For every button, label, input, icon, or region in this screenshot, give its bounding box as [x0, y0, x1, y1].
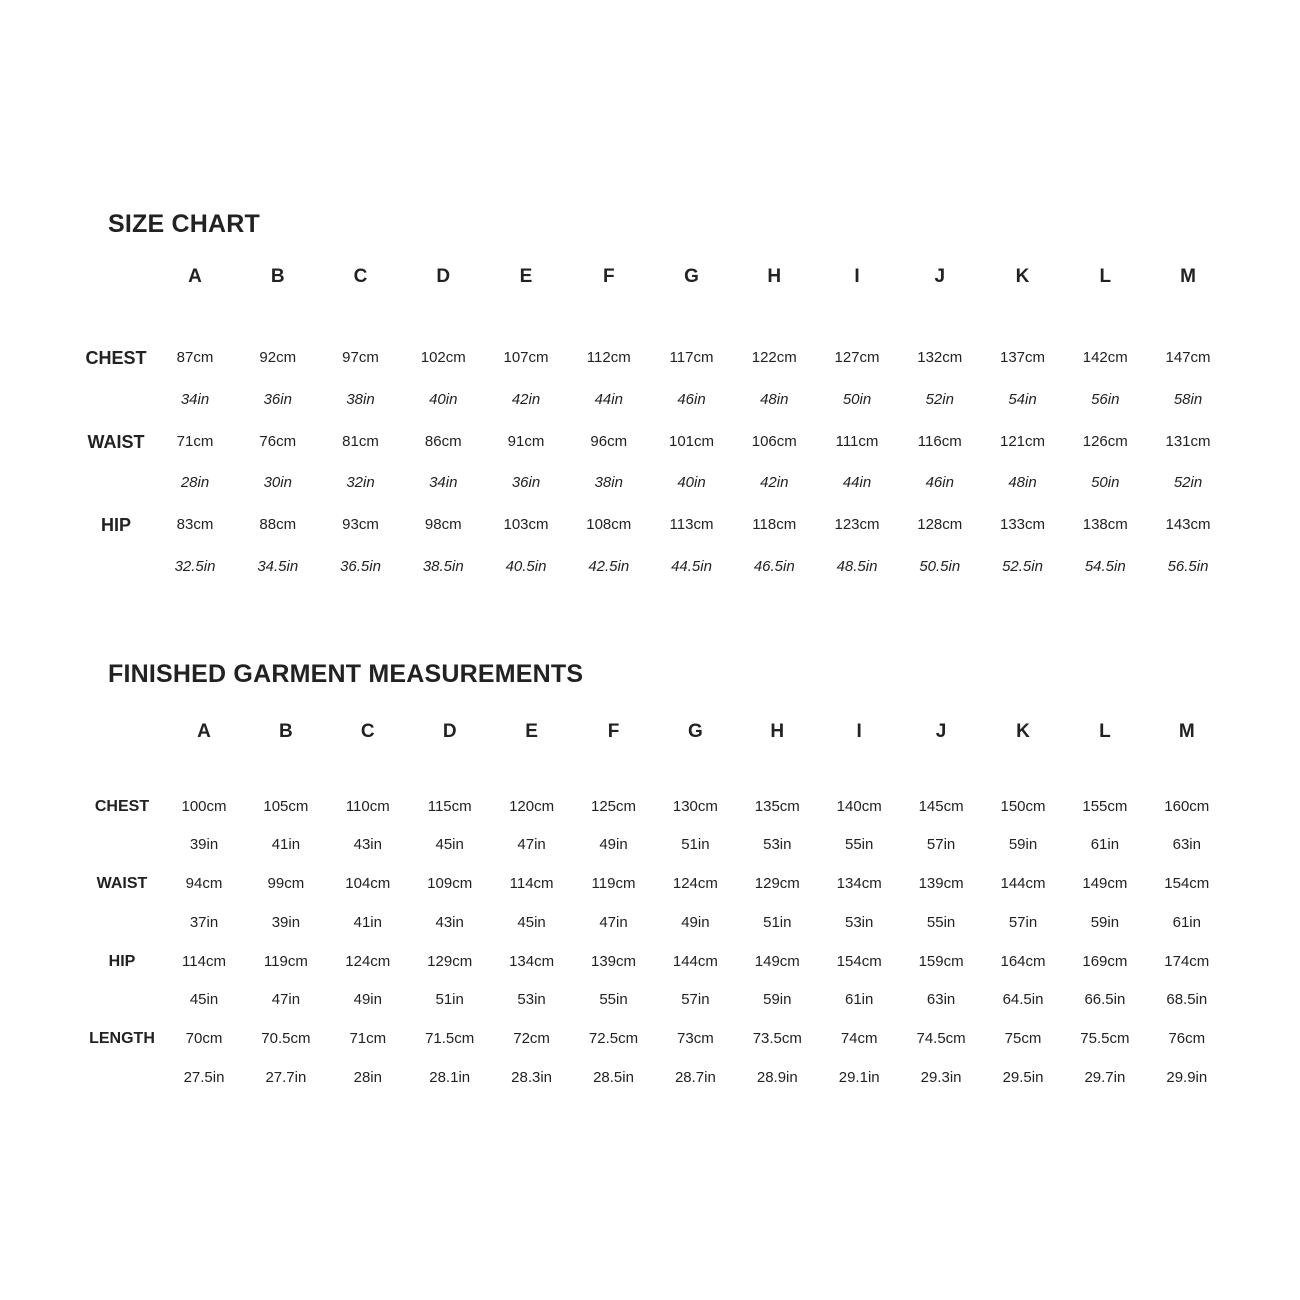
- cm-value: 75.5cm: [1080, 1030, 1130, 1047]
- inch-value: 30in: [263, 474, 292, 491]
- size-header: D: [442, 721, 457, 742]
- cm-value: 138cm: [1082, 516, 1128, 533]
- row-label-hip: HIP: [100, 515, 131, 535]
- cm-value: 111cm: [835, 433, 879, 450]
- cm-value: 133cm: [999, 516, 1046, 533]
- cm-value: 123cm: [834, 516, 880, 533]
- inch-value: 57in: [926, 836, 956, 853]
- inch-value: 45in: [435, 836, 464, 853]
- inch-value: 52.5in: [1002, 558, 1043, 575]
- cm-value: 142cm: [1082, 349, 1128, 366]
- cm-value: 144cm: [1000, 875, 1046, 892]
- cm-value: 120cm: [509, 798, 555, 815]
- cm-value: 134cm: [836, 875, 882, 892]
- size-header: B: [270, 266, 285, 287]
- inch-value: 34.5in: [257, 558, 299, 575]
- inch-value: 27.7in: [265, 1069, 307, 1086]
- inch-value: 55in: [926, 914, 956, 931]
- row-label-hip: HIP: [108, 953, 136, 970]
- cm-value: 106cm: [751, 433, 797, 450]
- cm-value: 91cm: [507, 433, 545, 450]
- cm-value: 143cm: [1165, 516, 1211, 533]
- inch-value: 34in: [429, 474, 458, 491]
- cm-value: 71cm: [349, 1030, 387, 1047]
- size-header: H: [770, 721, 785, 742]
- cm-value: 92cm: [259, 349, 297, 366]
- inch-value: 29.5in: [1002, 1069, 1044, 1086]
- inch-value: 58in: [1173, 391, 1203, 408]
- inch-value: 27.5in: [183, 1069, 225, 1086]
- size-header: L: [1099, 721, 1111, 742]
- size-header: C: [353, 266, 368, 287]
- inch-value: 28.7in: [674, 1069, 716, 1086]
- cm-value: 114cm: [182, 953, 226, 970]
- cm-value: 132cm: [917, 349, 963, 366]
- inch-value: 53in: [763, 836, 792, 853]
- size-header: M: [1180, 266, 1196, 287]
- cm-value: 128cm: [917, 516, 963, 533]
- inch-value: 38in: [594, 474, 623, 491]
- inch-value: 61in: [1090, 836, 1120, 853]
- cm-value: 113cm: [669, 516, 714, 533]
- inch-value: 59in: [1090, 914, 1120, 931]
- inch-value: 51in: [681, 836, 710, 853]
- cm-value: 139cm: [590, 953, 637, 970]
- cm-value: 73.5cm: [752, 1030, 802, 1047]
- inch-value: 54.5in: [1084, 558, 1126, 575]
- size-header: A: [188, 266, 202, 287]
- row-label-length: LENGTH: [89, 1030, 155, 1047]
- inch-value: 32in: [346, 474, 375, 491]
- cm-value: 99cm: [267, 875, 305, 892]
- cm-value: 98cm: [424, 516, 462, 533]
- cm-value: 155cm: [1082, 798, 1128, 815]
- inch-value: 54in: [1008, 391, 1037, 408]
- inch-value: 38.5in: [422, 558, 464, 575]
- inch-value: 45in: [517, 914, 546, 931]
- cm-value: 81cm: [342, 433, 379, 450]
- row-label-waist: WAIST: [96, 875, 148, 892]
- cm-value: 129cm: [754, 875, 800, 892]
- inch-value: 40in: [429, 391, 458, 408]
- cm-value: 159cm: [918, 953, 964, 970]
- cm-value: 154cm: [1164, 875, 1210, 892]
- cm-value: 154cm: [836, 953, 882, 970]
- cm-value: 110cm: [345, 798, 390, 815]
- size-chart-title: SIZE CHART: [108, 210, 260, 238]
- inch-value: 56in: [1091, 391, 1120, 408]
- cm-value: 107cm: [503, 349, 549, 366]
- inch-value: 63in: [1172, 836, 1201, 853]
- size-header: B: [279, 721, 293, 742]
- cm-value: 93cm: [342, 516, 379, 533]
- cm-value: 125cm: [590, 798, 637, 815]
- cm-value: 70cm: [185, 1030, 223, 1047]
- inch-value: 47in: [271, 991, 301, 1008]
- inch-value: 28in: [353, 1069, 382, 1086]
- inch-value: 36in: [263, 391, 292, 408]
- size-header: J: [935, 721, 947, 742]
- cm-value: 103cm: [503, 516, 549, 533]
- inch-value: 44in: [842, 474, 872, 491]
- cm-value: 139cm: [918, 875, 964, 892]
- cm-value: 100cm: [181, 798, 227, 815]
- cm-value: 112cm: [586, 349, 631, 366]
- cm-value: 164cm: [1000, 953, 1046, 970]
- cm-value: 144cm: [672, 953, 718, 970]
- cm-value: 116cm: [917, 433, 962, 450]
- cm-value: 137cm: [999, 349, 1046, 366]
- cm-value: 126cm: [1082, 433, 1128, 450]
- cm-value: 117cm: [669, 349, 714, 366]
- cm-value: 129cm: [427, 953, 473, 970]
- cm-value: 119cm: [591, 875, 636, 892]
- inch-value: 41in: [353, 914, 382, 931]
- inch-value: 59in: [1008, 836, 1038, 853]
- cm-value: 114cm: [509, 875, 554, 892]
- inch-value: 41in: [271, 836, 301, 853]
- cm-value: 149cm: [754, 953, 800, 970]
- inch-value: 47in: [599, 914, 628, 931]
- size-header: I: [856, 721, 862, 742]
- cm-value: 108cm: [586, 516, 632, 533]
- cm-value: 83cm: [176, 516, 214, 533]
- cm-value: 72.5cm: [588, 1030, 639, 1047]
- row-label-chest: CHEST: [94, 798, 150, 815]
- inch-value: 44in: [594, 391, 623, 408]
- inch-value: 44.5in: [671, 558, 712, 575]
- cm-value: 131cm: [1165, 433, 1211, 450]
- inch-value: 28.5in: [593, 1069, 634, 1086]
- size-header: A: [197, 721, 211, 742]
- inch-value: 34in: [180, 391, 210, 408]
- inch-value: 39in: [189, 836, 219, 853]
- inch-value: 42in: [760, 474, 789, 491]
- cm-value: 147cm: [1165, 349, 1211, 366]
- cm-value: 135cm: [754, 798, 800, 815]
- inch-value: 59in: [763, 991, 792, 1008]
- finished-garment-title: FINISHED GARMENT MEASUREMENTS: [108, 660, 584, 688]
- inch-value: 50in: [842, 391, 872, 408]
- inch-value: 45in: [189, 991, 219, 1008]
- inch-value: 36in: [511, 474, 541, 491]
- cm-value: 115cm: [427, 798, 472, 815]
- cm-value: 73cm: [677, 1030, 714, 1047]
- cm-value: 121cm: [999, 433, 1046, 450]
- inch-value: 29.3in: [920, 1069, 962, 1086]
- cm-value: 119cm: [263, 953, 308, 970]
- inch-value: 57in: [1008, 914, 1038, 931]
- size-header: I: [854, 266, 860, 287]
- inch-value: 48in: [760, 391, 789, 408]
- cm-value: 74.5cm: [916, 1030, 966, 1047]
- cm-value: 72cm: [513, 1030, 550, 1047]
- inch-value: 40in: [677, 474, 706, 491]
- inch-value: 50in: [1091, 474, 1120, 491]
- inch-value: 42in: [511, 391, 541, 408]
- cm-value: 94cm: [185, 875, 223, 892]
- inch-value: 46in: [925, 474, 954, 491]
- cm-value: 71.5cm: [425, 1030, 475, 1047]
- cm-value: 145cm: [918, 798, 964, 815]
- size-header: F: [607, 721, 620, 742]
- inch-value: 37in: [189, 914, 219, 931]
- size-header: G: [684, 266, 699, 287]
- cm-value: 74cm: [840, 1030, 878, 1047]
- cm-value: 76cm: [259, 433, 297, 450]
- inch-value: 29.9in: [1166, 1069, 1208, 1086]
- cm-value: 101cm: [668, 433, 715, 450]
- size-header: E: [519, 266, 533, 287]
- row-label-chest: CHEST: [85, 348, 147, 368]
- cm-value: 122cm: [751, 349, 797, 366]
- cm-value: 140cm: [836, 798, 882, 815]
- inch-value: 40.5in: [505, 558, 547, 575]
- inch-value: 51in: [763, 914, 792, 931]
- size-header: C: [360, 721, 375, 742]
- inch-value: 46in: [677, 391, 706, 408]
- inch-value: 29.1in: [838, 1069, 880, 1086]
- inch-value: 28.3in: [511, 1069, 553, 1086]
- size-header: K: [1016, 721, 1030, 742]
- inch-value: 61in: [1172, 914, 1201, 931]
- cm-value: 97cm: [342, 349, 379, 366]
- cm-value: 76cm: [1168, 1030, 1206, 1047]
- size-header: F: [602, 266, 615, 287]
- cm-value: 88cm: [259, 516, 297, 533]
- cm-value: 134cm: [509, 953, 555, 970]
- size-header: E: [525, 721, 538, 742]
- inch-value: 28in: [180, 474, 210, 491]
- inch-value: 49in: [681, 914, 710, 931]
- cm-value: 149cm: [1082, 875, 1128, 892]
- inch-value: 32.5in: [174, 558, 216, 575]
- cm-value: 124cm: [345, 953, 391, 970]
- cm-value: 70.5cm: [261, 1030, 311, 1047]
- inch-value: 49in: [599, 836, 628, 853]
- inch-value: 29.7in: [1084, 1069, 1126, 1086]
- inch-value: 66.5in: [1084, 991, 1126, 1008]
- inch-value: 42.5in: [588, 558, 630, 575]
- cm-value: 75cm: [1004, 1030, 1042, 1047]
- inch-value: 28.9in: [756, 1069, 798, 1086]
- size-header: J: [934, 266, 946, 287]
- inch-value: 64.5in: [1002, 991, 1044, 1008]
- cm-value: 102cm: [420, 349, 466, 366]
- cm-value: 130cm: [672, 798, 718, 815]
- inch-value: 43in: [435, 914, 464, 931]
- cm-value: 105cm: [263, 798, 309, 815]
- cm-value: 160cm: [1164, 798, 1210, 815]
- inch-value: 50.5in: [919, 558, 961, 575]
- inch-value: 39in: [271, 914, 301, 931]
- inch-value: 28.1in: [429, 1069, 471, 1086]
- inch-value: 49in: [353, 991, 382, 1008]
- size-header: D: [436, 266, 451, 287]
- inch-value: 48in: [1008, 474, 1037, 491]
- size-header: M: [1178, 721, 1195, 742]
- cm-value: 150cm: [1000, 798, 1046, 815]
- cm-value: 104cm: [345, 875, 391, 892]
- cm-value: 86cm: [424, 433, 462, 450]
- inch-value: 55in: [845, 836, 874, 853]
- inch-value: 47in: [517, 836, 546, 853]
- size-header: K: [1015, 266, 1030, 287]
- inch-value: 38in: [346, 391, 375, 408]
- inch-value: 63in: [926, 991, 956, 1008]
- inch-value: 48.5in: [836, 558, 878, 575]
- inch-value: 53in: [517, 991, 546, 1008]
- inch-value: 61in: [845, 991, 874, 1008]
- inch-value: 51in: [435, 991, 464, 1008]
- inch-value: 36.5in: [340, 558, 381, 575]
- inch-value: 68.5in: [1166, 991, 1208, 1008]
- inch-value: 55in: [599, 991, 628, 1008]
- inch-value: 52in: [1173, 474, 1203, 491]
- cm-value: 169cm: [1082, 953, 1128, 970]
- cm-value: 109cm: [427, 875, 473, 892]
- size-header: L: [1099, 266, 1112, 287]
- size-header: H: [767, 266, 782, 287]
- cm-value: 96cm: [590, 433, 628, 450]
- row-label-waist: WAIST: [87, 432, 145, 452]
- cm-value: 87cm: [176, 349, 214, 366]
- inch-value: 43in: [353, 836, 382, 853]
- cm-value: 118cm: [752, 516, 797, 533]
- inch-value: 46.5in: [753, 558, 795, 575]
- size-header: G: [688, 721, 703, 742]
- cm-value: 124cm: [672, 875, 718, 892]
- inch-value: 56.5in: [1167, 558, 1209, 575]
- cm-value: 174cm: [1164, 953, 1210, 970]
- inch-value: 57in: [681, 991, 710, 1008]
- cm-value: 71cm: [176, 433, 214, 450]
- inch-value: 53in: [845, 914, 874, 931]
- inch-value: 52in: [925, 391, 954, 408]
- cm-value: 127cm: [834, 349, 880, 366]
